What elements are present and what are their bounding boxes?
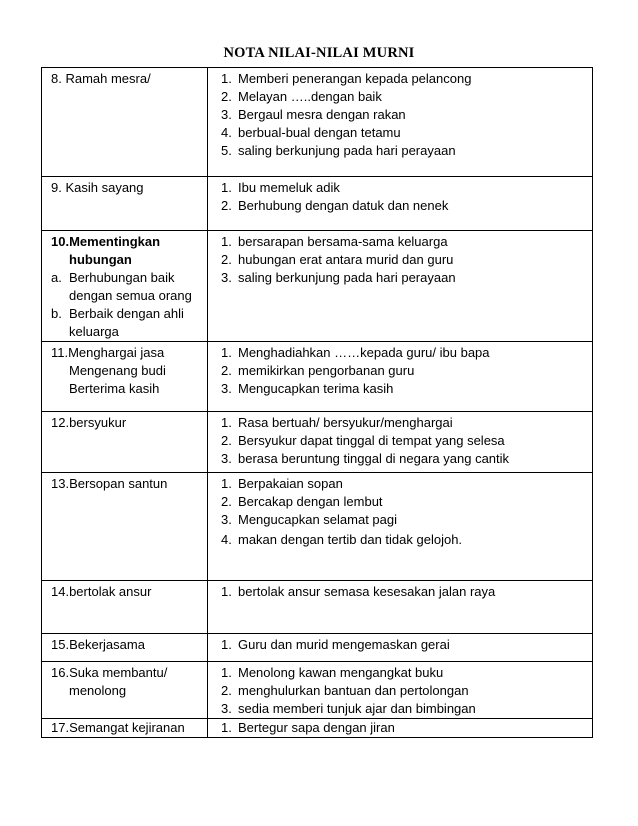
table-row (42, 231, 593, 342)
value-name: 8. Ramah mesra/ (51, 71, 151, 86)
list-item: 3. berasa beruntung tinggal di negara yang cantik (221, 451, 510, 466)
value-name: 15.Bekerjasama (51, 637, 145, 652)
value-name: 17.Semangat kejiranan (51, 720, 185, 735)
value-cell (42, 473, 208, 581)
value-name: 9. Kasih sayang (51, 180, 144, 195)
list-item: 3. Bergaul mesra dengan rakan (221, 107, 406, 122)
value-name: 12.bersyukur (51, 415, 127, 430)
list-item: 3. sedia memberi tunjuk ajar dan bimbingan (221, 701, 476, 716)
sublist-item: b. Berbaik dengan ahli keluarga (51, 306, 184, 339)
examples-cell (208, 231, 593, 342)
list-item: 2. Berhubung dengan datuk dan nenek (221, 198, 449, 213)
list-item: 4. makan dengan tertib dan tidak gelojoh. (221, 532, 463, 547)
value-cell (42, 177, 208, 231)
list-item: 1. Berpakaian sopan (221, 476, 343, 491)
list-item: 1. Bertegur sapa dengan jiran (221, 720, 395, 735)
document-title: NOTA NILAI-NILAI MURNI (223, 45, 415, 61)
list-item: 3. Mengucapkan terima kasih (221, 381, 394, 396)
list-item: 1. Rasa bertuah/ bersyukur/menghargai (221, 415, 453, 430)
list-item: 4. berbual-bual dengan tetamu (221, 125, 401, 140)
list-item: 2. memikirkan pengorbanan guru (221, 363, 415, 378)
value-name: 10.Mementingkan (51, 234, 161, 249)
value-name-cont: hubungan (69, 252, 132, 267)
examples-cell (208, 581, 593, 634)
table-row (42, 581, 593, 634)
value-cell (42, 634, 208, 662)
value-name: 16.Suka membantu/ (51, 665, 168, 680)
value-name-cont: menolong (69, 683, 127, 698)
value-cell (42, 662, 208, 719)
list-item: 2. Melayan …..dengan baik (221, 89, 382, 104)
table-row (42, 177, 593, 231)
value-cell (42, 231, 208, 342)
value-cell (42, 412, 208, 473)
examples-cell (208, 634, 593, 662)
examples-cell (208, 662, 593, 719)
value-sublist (51, 269, 207, 341)
values-table (41, 67, 593, 738)
list-item: 5. saling berkunjung pada hari perayaan (221, 143, 456, 158)
examples-cell (208, 342, 593, 412)
value-name: 11.Menghargai jasa (51, 345, 165, 360)
list-item: 3. saling berkunjung pada hari perayaan (221, 270, 456, 285)
examples-cell (208, 473, 593, 581)
value-name-cont: Mengenang budi (69, 363, 166, 378)
list-item: 1. bertolak ansur semasa kesesakan jalan raya (221, 584, 496, 599)
value-cell (42, 342, 208, 412)
list-item: 2. Bersyukur dapat tinggal di tempat yang selesa (221, 433, 505, 448)
list-item: 1. Guru dan murid mengemaskan gerai (221, 637, 450, 652)
list-item: 1. Menolong kawan mengangkat buku (221, 665, 444, 680)
table-row (42, 342, 593, 412)
list-item: 1. Ibu memeluk adik (221, 180, 340, 195)
table-row (42, 68, 593, 177)
list-item: 2. hubungan erat antara murid dan guru (221, 252, 454, 267)
table-row (42, 412, 593, 473)
examples-cell (208, 177, 593, 231)
list-item: 2. Bercakap dengan lembut (221, 494, 383, 509)
table-row (42, 662, 593, 719)
examples-cell (208, 412, 593, 473)
value-name: 14.bertolak ansur (51, 584, 152, 599)
value-cell (42, 68, 208, 177)
table-row (42, 634, 593, 662)
examples-cell (208, 68, 593, 177)
value-name: 13.Bersopan santun (51, 476, 168, 491)
list-item: 2. menghulurkan bantuan dan pertolongan (221, 683, 469, 698)
sublist-item: a. Berhubungan baik dengan semua orang (51, 270, 192, 303)
table-row (42, 473, 593, 581)
value-name-cont: Berterima kasih (69, 381, 160, 396)
table-row (42, 719, 593, 738)
value-cell (42, 719, 208, 738)
list-item: 1. Menghadiahkan ……kepada guru/ ibu bapa (221, 345, 490, 360)
list-item: 1. Memberi penerangan kepada pelancong (221, 71, 472, 86)
list-item: 3. Mengucapkan selamat pagi (221, 512, 397, 527)
value-cell (42, 581, 208, 634)
examples-cell (208, 719, 593, 738)
list-item: 1. bersarapan bersama-sama keluarga (221, 234, 448, 249)
